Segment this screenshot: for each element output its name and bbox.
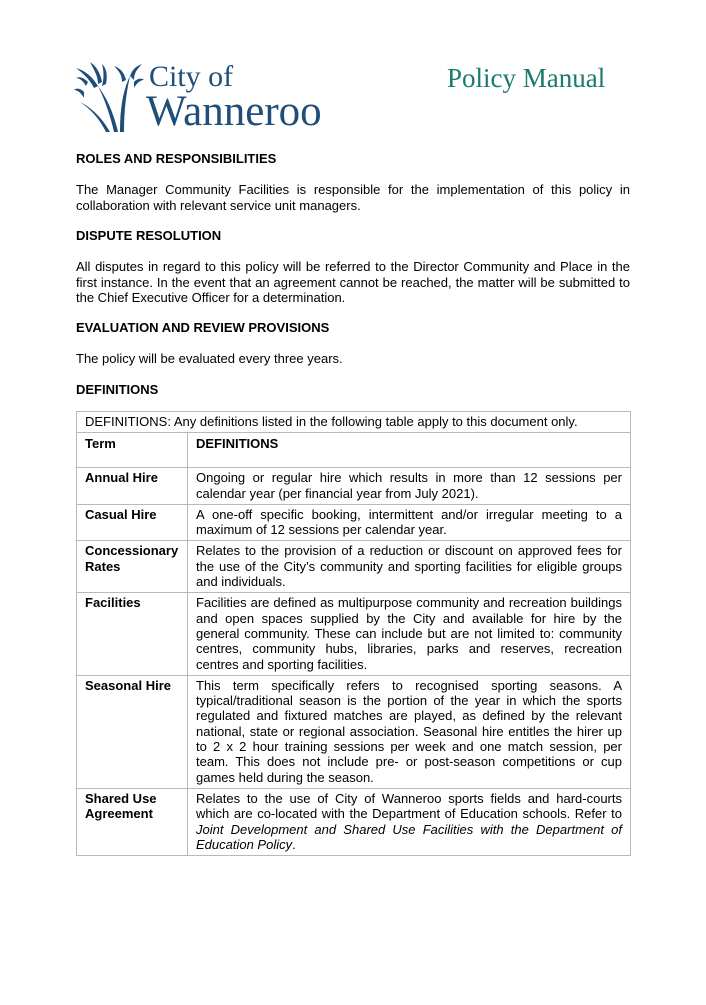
table-row bbox=[77, 541, 631, 593]
policy-reference: Joint Development and Shared Use Facilities with the Department of Education Policy bbox=[196, 821, 622, 852]
table-caption-row bbox=[77, 412, 631, 433]
table-row bbox=[77, 788, 631, 855]
definition-cell: Relates to the provision of a reduction or discount on approved fees for the use of the City’s community and sporting facilities for eligible groups and individuals. bbox=[188, 541, 631, 593]
city-logo bbox=[74, 62, 334, 134]
roles-heading: ROLES AND RESPONSIBILITIES bbox=[76, 151, 277, 166]
term-cell: Casual Hire bbox=[77, 504, 188, 541]
manual-title: Policy Manual bbox=[447, 63, 606, 93]
col-header-definitions: DEFINITIONS bbox=[188, 433, 631, 468]
evaluation-text: The policy will be evaluated every three years. bbox=[76, 351, 343, 366]
term-cell: Concessionary Rates bbox=[77, 541, 188, 593]
term-cell: Seasonal Hire bbox=[77, 675, 188, 788]
definitions-heading: DEFINITIONS bbox=[76, 382, 159, 397]
evaluation-heading: EVALUATION AND REVIEW PROVISIONS bbox=[76, 320, 330, 335]
logo-text-name: Wanneroo bbox=[146, 88, 322, 135]
definition-cell: Ongoing or regular hire which results in more than 12 sessions per calendar year (per financial year from July 2021). bbox=[188, 468, 631, 505]
col-header-term: Term bbox=[77, 433, 188, 468]
definition-text: Relates to the use of City of Wanneroo sports fields and hard-courts which are co-located with the Department of Education schools. Refer to bbox=[196, 790, 622, 822]
roles-text: The Manager Community Facilities is responsible for the implementation of this policy in collaboration with relevant service unit managers. bbox=[76, 182, 630, 213]
table-row bbox=[77, 504, 631, 541]
table-row bbox=[77, 468, 631, 505]
logo-text-city: City of bbox=[149, 60, 234, 93]
term-cell: Shared Use Agreement bbox=[77, 788, 188, 855]
dispute-heading: DISPUTE RESOLUTION bbox=[76, 228, 222, 243]
table-header-row bbox=[77, 433, 631, 468]
term-cell: Facilities bbox=[77, 593, 188, 675]
table-caption: DEFINITIONS: Any definitions listed in the following table apply to this document only. bbox=[77, 412, 631, 433]
stylized-plant-icon bbox=[74, 62, 144, 134]
definition-cell: A one-off specific booking, intermittent and/or irregular meeting to a maximum of 12 sessions per calendar year. bbox=[188, 504, 631, 541]
term-cell: Annual Hire bbox=[77, 468, 188, 505]
definitions-table bbox=[76, 411, 631, 856]
definition-cell: Facilities are defined as multipurpose community and recreation buildings and open spaces supplied by the City and available for hire by the general community. These can include but are not limited to: community centres, community hubs, libraries, parks and reserves, recreation centres and sporting facilities. bbox=[188, 593, 631, 675]
definition-cell bbox=[188, 788, 631, 855]
table-row bbox=[77, 593, 631, 675]
definition-cell: This term specifically refers to recognised sporting seasons. A typical/traditional season is the portion of the year in which the sports regulated and fixtured matches are played, as defined by the relevant national, state or regional association. Seasonal hire entitles the hirer up to 2 x 2 hour training sessions per week and one match session, per team. This does not include pre- or post-season competitions or cup games held during the season. bbox=[188, 675, 631, 788]
table-row bbox=[77, 675, 631, 788]
definition-end: . bbox=[292, 836, 296, 852]
dispute-text: All disputes in regard to this policy will be referred to the Director Community and Place in the first instance. In the event that an agreement cannot be reached, the matter will be submitted to the Chief Executive Officer for a determination. bbox=[76, 259, 630, 305]
